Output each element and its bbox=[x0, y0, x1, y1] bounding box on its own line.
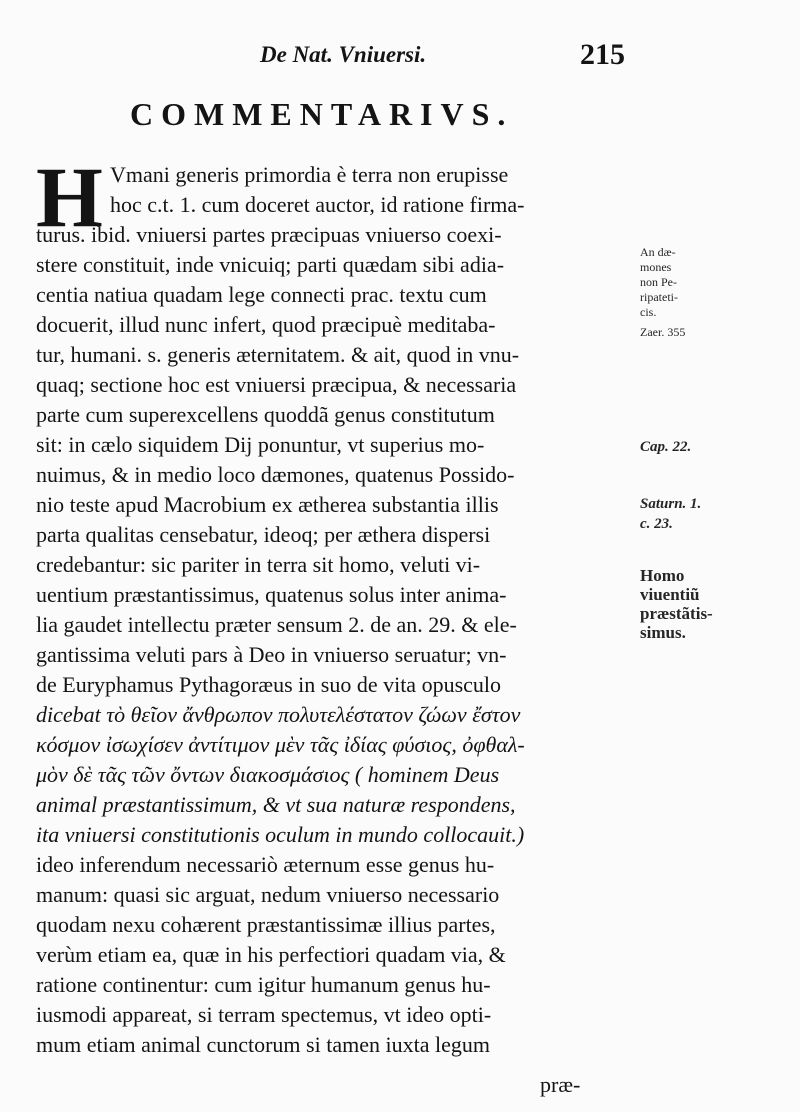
text-line: mum etiam animal cunctorum si tamen iuxta legum bbox=[36, 1032, 490, 1057]
section-title: COMMENTARIVS. bbox=[130, 96, 514, 132]
margin-note: non Pe- bbox=[640, 275, 677, 289]
main-text bbox=[36, 160, 636, 1060]
drop-cap: H bbox=[36, 149, 103, 245]
page-header bbox=[250, 40, 640, 76]
margin-note: Homo bbox=[640, 566, 685, 585]
text-line: parta qualitas censebatur, ideoq; per æthera dispersi bbox=[36, 522, 491, 547]
margin-note: viuentiũ bbox=[640, 585, 700, 604]
text-line: credebantur: sic pariter in terra sit homo, veluti vi- bbox=[36, 552, 481, 577]
text-line: ratione continentur: cum igitur humanum genus hu- bbox=[36, 972, 491, 997]
margin-note: ripateti- bbox=[640, 290, 678, 304]
text-line: lia gaudet intellectu præter sensum 2. de an. 29. & ele- bbox=[36, 612, 517, 637]
text-line: nuimus, & in medio loco dæmones, quatenus Possido- bbox=[36, 462, 515, 487]
text-line: centia natiua quadam lege connecti prac. textu cum bbox=[36, 282, 487, 307]
margin-note: cis. bbox=[640, 305, 657, 319]
margin-note: An dæ- bbox=[640, 245, 676, 259]
text-line: hoc c.t. 1. cum doceret auctor, id ratione firma- bbox=[110, 192, 525, 217]
page-number: 215 bbox=[580, 38, 625, 71]
greek-line: μὸν δὲ τᾶς τῶν ὄντων διακοσμάσιος ( hominem Deus bbox=[36, 762, 500, 787]
text-line: de Euryphamus Pythagoræus in suo de vita opusculo bbox=[36, 672, 502, 697]
text-line: ideo inferendum necessariò æternum esse genus hu- bbox=[36, 852, 495, 877]
text-line: turus. ibid. vniuersi partes præcipuas vniuerso coexi- bbox=[36, 222, 502, 247]
text-line: quodam nexu cohærent præstantissimæ illius partes, bbox=[36, 912, 496, 937]
text-line: Vmani generis primordia è terra non erupisse bbox=[110, 162, 509, 187]
italic-line: animal præstantissimum, & vt sua naturæ respondens, bbox=[36, 792, 516, 817]
italic-line: ita vniuersi constitutionis oculum in mundo collocauit.) bbox=[36, 822, 525, 847]
catchword: præ- bbox=[540, 1072, 581, 1097]
margin-note: Saturn. 1. bbox=[640, 496, 702, 512]
margin-note: simus. bbox=[640, 623, 686, 642]
text-line: sit: in cælo siquidem Dij ponuntur, vt superius mo- bbox=[36, 432, 485, 457]
text-line: nio teste apud Macrobium ex ætherea substantia illis bbox=[36, 492, 499, 517]
margin-note: Cap. 22. bbox=[640, 439, 692, 455]
margin-note: c. 23. bbox=[640, 516, 673, 532]
margin-note: præstãtis- bbox=[640, 604, 713, 623]
margin-note: Zaer. 355 bbox=[640, 325, 686, 339]
text-line: docuerit, illud nunc infert, quod præcipuè meditaba- bbox=[36, 312, 496, 337]
text-line: iusmodi appareat, si terram spectemus, vt ideo opti- bbox=[36, 1002, 492, 1027]
text-line: manum: quasi sic arguat, nedum vniuerso necessario bbox=[36, 882, 500, 907]
text-line: parte cum superexcellens quoddã genus constitutum bbox=[36, 402, 495, 427]
text-line: tur, humani. s. generis æternitatem. & ait, quod in vnu- bbox=[36, 342, 520, 367]
text-line: gantissima veluti pars à Deo in vniuerso seruatur; vn- bbox=[36, 642, 507, 667]
text-line: quaq; sectione hoc est vniuersi præcipua, & necessaria bbox=[36, 372, 517, 397]
margin-note: mones bbox=[640, 260, 672, 274]
text-line: stere constituit, inde vnicuiq; parti quædam sibi adia- bbox=[36, 252, 505, 277]
text-line: uentium præstantissimus, quatenus solus inter anima- bbox=[36, 582, 507, 607]
running-head: De Nat. Vniuersi. bbox=[260, 42, 427, 67]
greek-line: dicebat τὸ θεῖον ἄνθρωπον πολυτελέστατον ζώων ἔστον bbox=[36, 702, 521, 727]
greek-line: κόσμον ἰσωχίσεν ἀντίτιμον μὲν τᾶς ἰδίας φύσιος, ὀφθαλ- bbox=[36, 732, 525, 757]
text-line: verùm etiam ea, quæ in his perfectiori quadam via, & bbox=[36, 942, 506, 967]
